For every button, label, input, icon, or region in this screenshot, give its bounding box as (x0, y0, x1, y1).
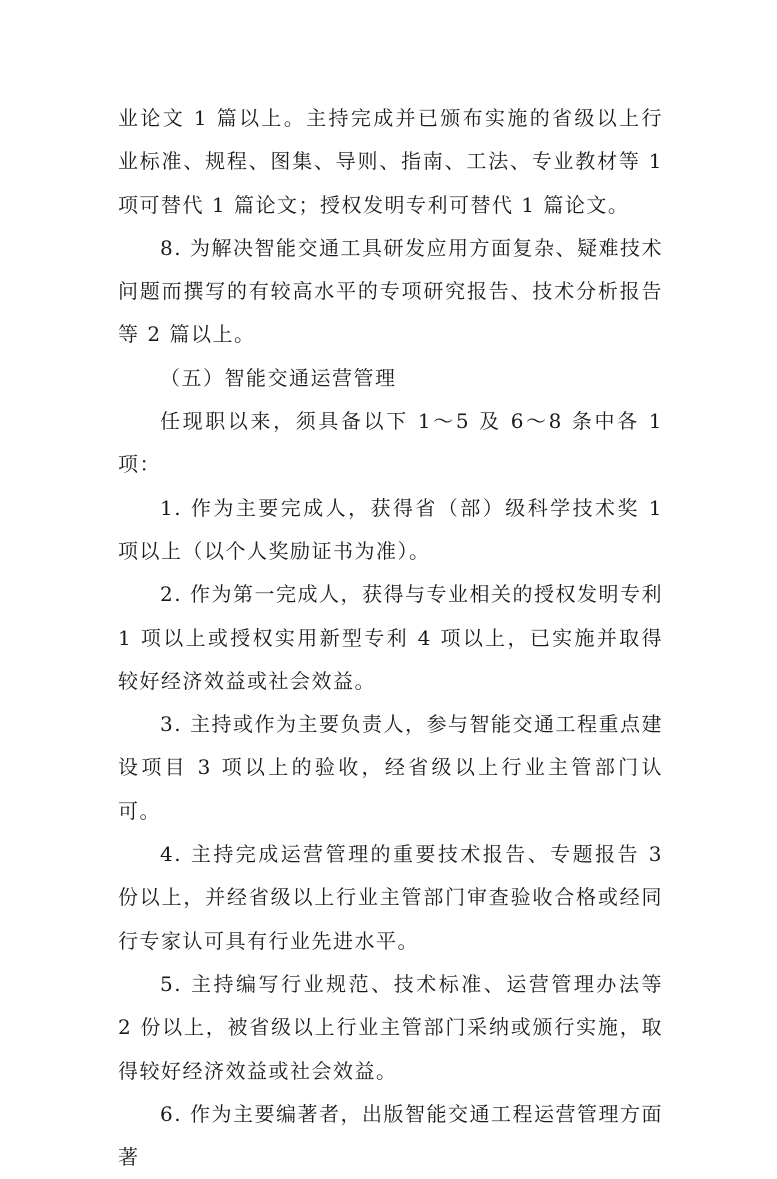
paragraph-item-4: 4. 主持完成运营管理的重要技术报告、专题报告 3 份以上，并经省级以上行业主管部门审查验收合格或经同行专家认可具有行业先进水平。 (118, 842, 663, 953)
document-page (118, 97, 663, 1179)
paragraph-item-2: 2. 作为第一完成人，获得与专业相关的授权发明专利 1 项以上或授权实用新型专利 4 项以上，已实施并取得较好经济效益或社会效益。 (118, 582, 663, 693)
paragraph-requirement-intro: 任现职以来，须具备以下 1～5 及 6～8 条中各 1 项： (118, 409, 663, 477)
paragraph-item-6: 6. 作为主要编著者，出版智能交通工程运营管理方面著 (118, 1101, 663, 1170)
paragraph-item-8: 8. 为解决智能交通工具研发应用方面复杂、疑难技术问题而撰写的有较高水平的专项研究报告、技术分析报告等 2 篇以上。 (118, 235, 663, 347)
paragraph-item-3: 3. 主持或作为主要负责人，参与智能交通工程重点建设项目 3 项以上的验收，经省级以上行业主管部门认可。 (118, 712, 663, 823)
paragraph-continuation: 业论文 1 篇以上。主持完成并已颁布实施的省级以上行业标准、规程、图集、导则、指南、工法、专业教材等 1 项可替代 1 篇论文；授权发明专利可替代 1 篇论文。 (118, 106, 663, 217)
paragraph-item-1: 1. 作为主要完成人，获得省（部）级科学技术奖 1 项以上（以个人奖励证书为准）。 (118, 495, 663, 563)
paragraph-item-5: 5. 主持编写行业规范、技术标准、运营管理办法等 2 份以上，被省级以上行业主管部门采纳或颁行实施，取得较好经济效益或社会效益。 (118, 971, 663, 1083)
section-heading: （五）智能交通运营管理 (160, 365, 397, 390)
